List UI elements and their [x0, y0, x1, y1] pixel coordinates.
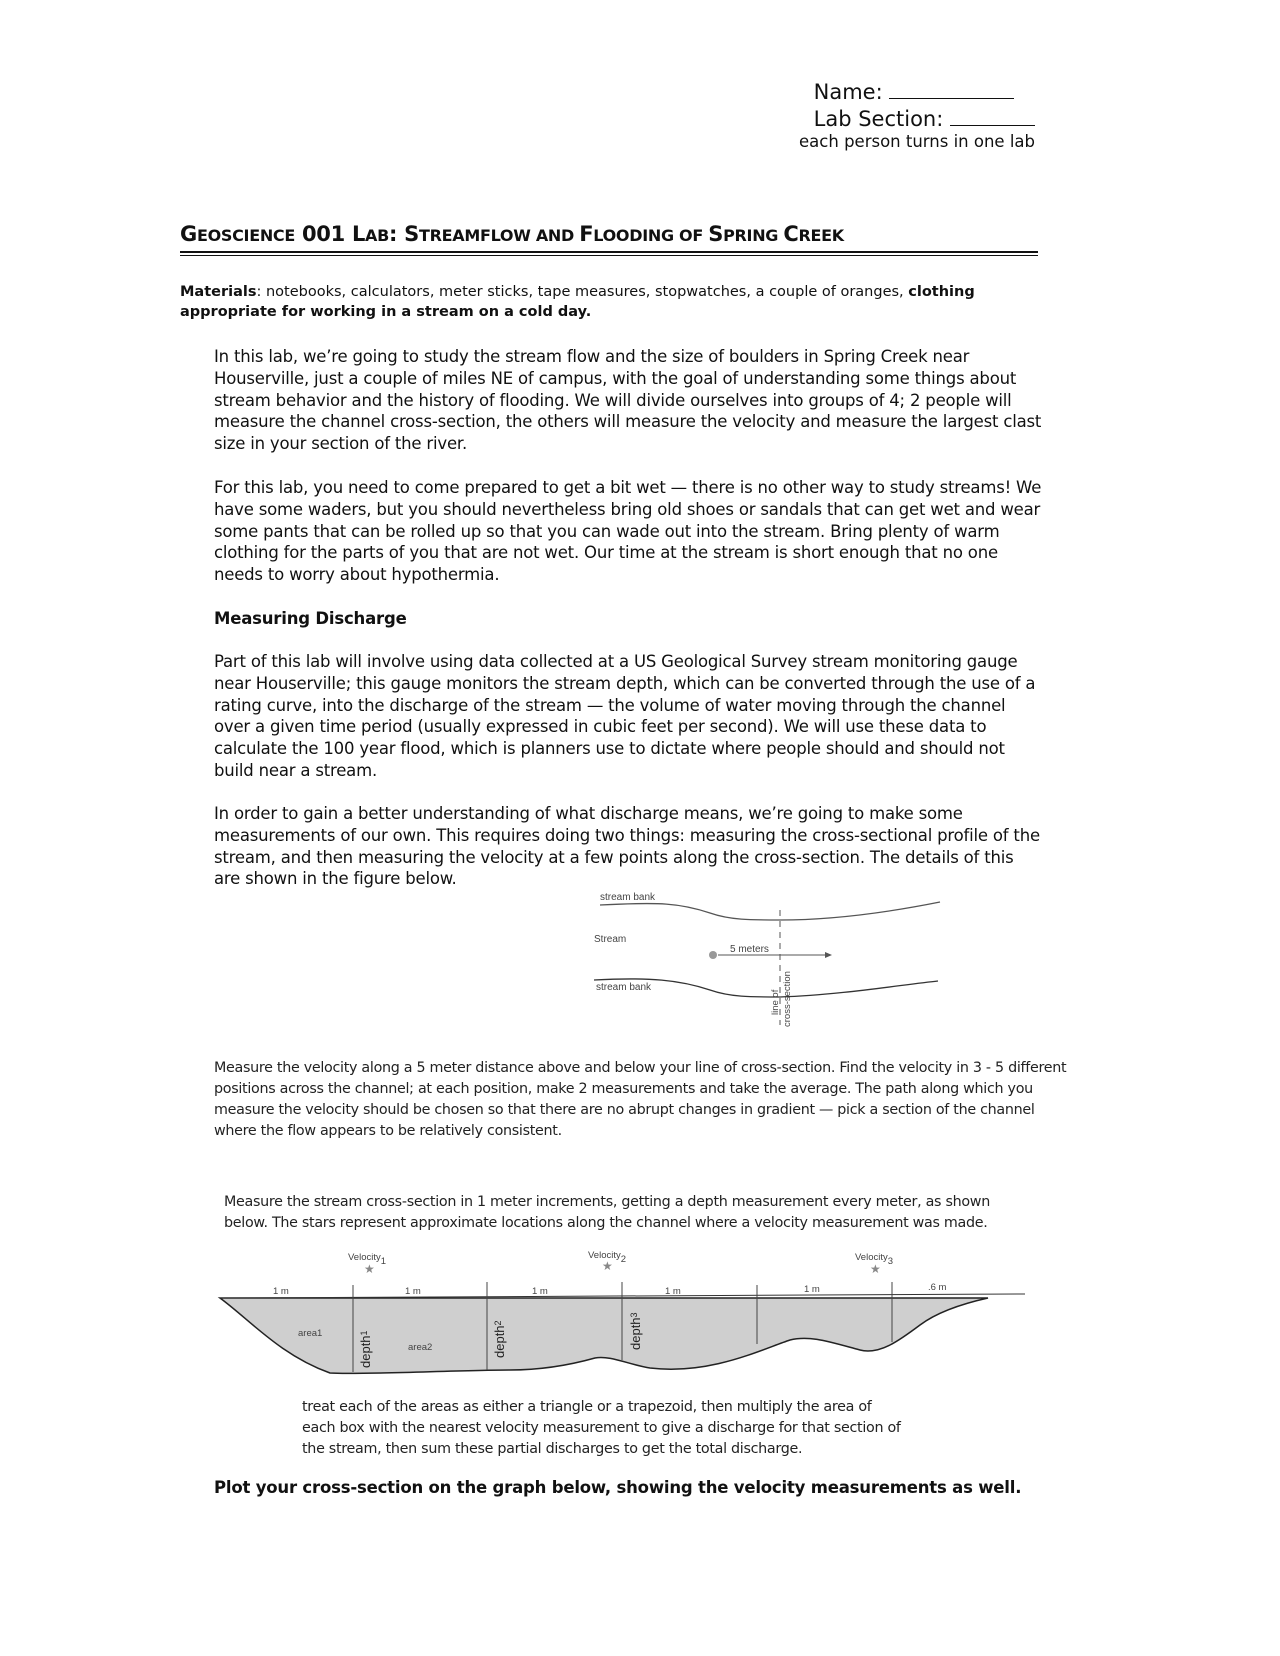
line-label: line of [770, 989, 781, 1015]
star-icon: ★ [364, 1262, 375, 1276]
cross-section-figure [210, 1240, 1040, 1390]
svg-text:.6 m: .6 m [928, 1282, 947, 1293]
star-icon: ★ [602, 1259, 613, 1273]
area2-label: area2 [408, 1342, 433, 1353]
svg-text:1 m: 1 m [804, 1284, 820, 1295]
svg-text:depth2: depth$^2$ [492, 1320, 507, 1358]
plot-instruction: Plot your cross-section on the graph below, showing the velocity measurements as well. [214, 1478, 1022, 1497]
area1-label: area1 [298, 1328, 323, 1339]
svg-text:1 m: 1 m [405, 1286, 421, 1297]
page-title: GEOSCIENCE 001 LAB: STREAMFLOW AND FLOODING OF SPRING CREEK [180, 222, 844, 246]
bottom-bank-label: stream bank [596, 982, 652, 993]
svg-text:1 m: 1 m [273, 1286, 289, 1297]
svg-text:Velocity3: Velocity3 [855, 1252, 894, 1267]
start-point-marker [709, 951, 717, 959]
svg-text:1 m: 1 m [532, 1286, 548, 1297]
lab-section-field[interactable]: Lab Section: [814, 105, 1035, 132]
svg-text:depth3: depth$^3$ [628, 1312, 643, 1350]
prep-paragraph: For this lab, you need to come prepared to get a bit wet — there is no other way to study streams! We have some waders, but you should nevertheless bring old shoes or sandals that can get wet and wear some pants that can be rolled up so that you can wade out into the stream. Bring plenty of warm clothing for the parts of you that are not wet. Our time at the stream is short enough that no one needs to worry about hypothermia. [214, 478, 1042, 585]
section-figure-caption: treat each of the areas as either a triangle or a trapezoid, then multiply the area of each box with the nearest velocity measurement to give a discharge for that section of the stream, then sum these partial discharges to get the total discharge. [302, 1399, 901, 1457]
materials: Materials: notebooks, calculators, meter sticks, tape measures, stopwatches, a couple of oranges, clothing appropriate for working in a stream on a cold day. [180, 284, 975, 320]
title-rule [180, 251, 1038, 253]
distance-label: 5 meters [730, 944, 769, 955]
title-rule-thin [180, 255, 1038, 256]
velocity-labels [348, 1250, 893, 1276]
student-info [814, 78, 1035, 132]
line-label: cross-section [782, 971, 793, 1027]
usgs-paragraph: Part of this lab will involve using data collected at a US Geological Survey stream monitoring gauge near Houserville; this gauge monitors the stream depth, which can be converted through the use of a rating curve, into the discharge of the stream — the volume of water moving through the channel over a given time period (usually expressed in cubic feet per second). We will use these data to calculate the 100 year flood, which is planners use to dictate where people should and should not build near a stream. [214, 652, 1036, 780]
stream-plan-figure [580, 885, 960, 1035]
svg-text:depth1: depth$^1$ [358, 1330, 373, 1368]
svg-text:1 m: 1 m [665, 1286, 681, 1297]
submission-note: each person turns in one lab [799, 132, 1035, 151]
arrow-head-icon [825, 952, 832, 958]
star-icon: ★ [870, 1262, 881, 1276]
section-heading: Measuring Discharge [214, 609, 407, 628]
channel-profile [220, 1298, 988, 1373]
stream-label: Stream [594, 934, 627, 945]
plan-figure-caption: Measure the velocity along a 5 meter distance above and below your line of cross-section. Find the velocity in 3 - 5 different positions across the channel; at each position, make 2 measurements and take the average. The path along which you measure the velocity should be chosen so that there are no abrupt changes in gradient — pick a section of the channel where the flow appears to be relatively consistent. [214, 1060, 1067, 1139]
top-bank-line [600, 902, 940, 920]
intro-paragraph: In this lab, we’re going to study the stream flow and the size of boulders in Spring Creek near Houserville, just a couple of miles NE of campus, with the goal of understanding some things about stream behavior and the history of flooding. We will divide ourselves into groups of 4; 2 people will measure the channel cross-section, the others will measure the velocity and measure the largest clast size in your section of the river. [214, 347, 1042, 454]
svg-text:Velocity2: Velocity2 [588, 1250, 627, 1265]
top-bank-label: stream bank [600, 892, 656, 903]
name-field[interactable]: Name: [814, 78, 1035, 105]
section-figure-intro: Measure the stream cross-section in 1 meter increments, getting a depth measurement every meter, as shown below. The stars represent approximate locations along the channel where a velocity measurement was made. [224, 1194, 990, 1231]
order-paragraph: In order to gain a better understanding of what discharge means, we’re going to make some measurements of our own. This requires doing two things: measuring the cross-sectional profile of the stream, and then measuring the velocity at a few points along the cross-section. The details of this are shown in the figure below. [214, 804, 1040, 889]
svg-text:Velocity1: Velocity1 [348, 1252, 387, 1267]
